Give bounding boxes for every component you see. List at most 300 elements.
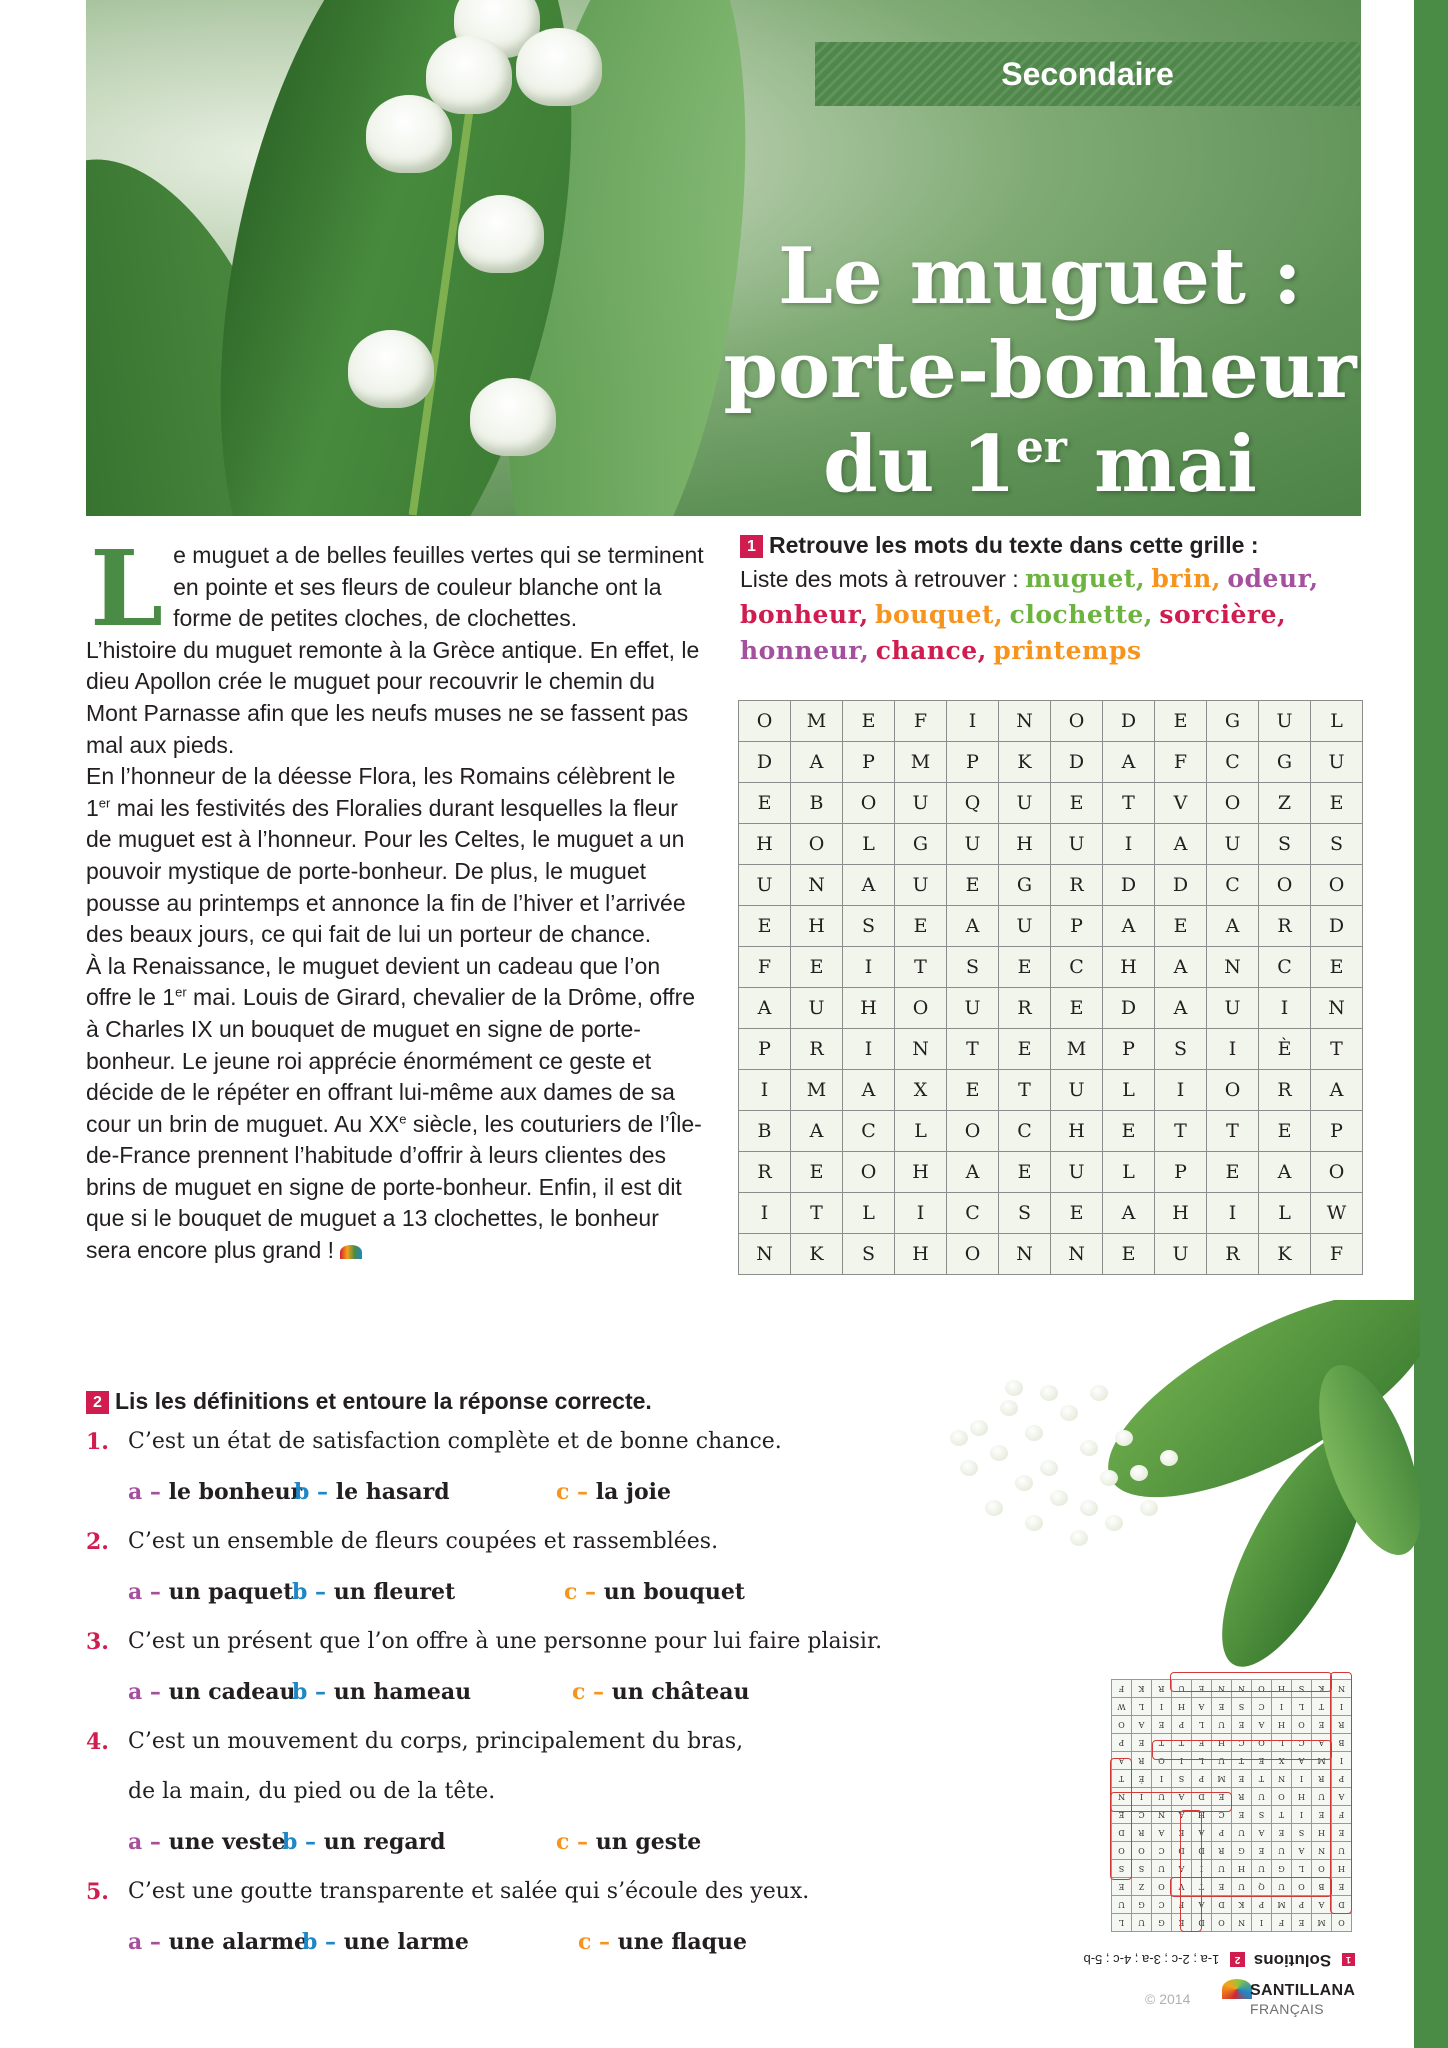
option-letter: c – xyxy=(556,1829,589,1855)
grid-cell[interactable]: E xyxy=(791,1152,843,1193)
grid-cell[interactable]: T xyxy=(1311,1029,1363,1070)
grid-cell[interactable]: U xyxy=(1051,824,1103,865)
grid-cell[interactable]: P xyxy=(843,742,895,783)
answer-option-a[interactable] xyxy=(128,1467,302,1517)
solution-grid-cell: R xyxy=(1152,1680,1172,1698)
grid-cell[interactable]: M xyxy=(791,701,843,742)
grid-cell[interactable]: I xyxy=(1155,1070,1207,1111)
solution-grid-cell: A xyxy=(1172,1788,1192,1806)
option-text: une larme xyxy=(343,1929,469,1955)
grid-cell[interactable]: U xyxy=(1259,701,1311,742)
grid-cell[interactable]: P xyxy=(1051,906,1103,947)
grid-cell[interactable]: S xyxy=(999,1193,1051,1234)
solution-grid-cell: L xyxy=(1192,1752,1212,1770)
grid-cell[interactable]: L xyxy=(895,1111,947,1152)
grid-cell[interactable]: O xyxy=(739,701,791,742)
grid-cell[interactable]: E xyxy=(739,783,791,824)
grid-cell[interactable]: V xyxy=(1155,783,1207,824)
grid-cell[interactable]: I xyxy=(1207,1029,1259,1070)
grid-cell[interactable]: T xyxy=(1103,783,1155,824)
solution-grid-cell: V xyxy=(1172,1878,1192,1896)
grid-cell[interactable]: H xyxy=(1155,1193,1207,1234)
solution-grid-cell: N xyxy=(1232,1680,1252,1698)
grid-cell[interactable]: L xyxy=(1103,1152,1155,1193)
solution-grid-cell: U xyxy=(1112,1896,1132,1914)
grid-cell[interactable]: U xyxy=(947,988,999,1029)
solution-grid-cell: A xyxy=(1312,1734,1332,1752)
grid-cell[interactable]: E xyxy=(895,906,947,947)
grid-cell[interactable]: M xyxy=(1051,1029,1103,1070)
solution-grid-cell: P xyxy=(1112,1734,1132,1752)
grid-cell[interactable]: O xyxy=(1207,1070,1259,1111)
bouquet-bell xyxy=(1015,1475,1033,1491)
solution-grid-cell: H xyxy=(1292,1788,1312,1806)
grid-cell[interactable]: N xyxy=(739,1234,791,1275)
grid-cell[interactable]: U xyxy=(1051,1152,1103,1193)
solution-grid-cell: O xyxy=(1132,1842,1152,1860)
solution-grid-cell: E xyxy=(1212,1878,1232,1896)
grid-cell[interactable]: C xyxy=(947,1193,999,1234)
grid-cell[interactable]: U xyxy=(1155,1234,1207,1275)
solution-grid-cell: U xyxy=(1212,1860,1232,1878)
solution-grid-cell: H xyxy=(1272,1716,1292,1734)
word-list-item: sorcière, xyxy=(1159,600,1287,629)
grid-cell[interactable]: F xyxy=(895,701,947,742)
grid-cell[interactable]: P xyxy=(1103,1029,1155,1070)
grid-cell[interactable]: I xyxy=(739,1193,791,1234)
solution-grid-cell: A xyxy=(1192,1896,1212,1914)
grid-cell[interactable]: A xyxy=(843,865,895,906)
title-line-3-pre: du 1 xyxy=(823,419,1016,510)
solution-grid-cell: G xyxy=(1272,1860,1292,1878)
solution-grid-cell: A xyxy=(1312,1896,1332,1914)
grid-cell[interactable]: E xyxy=(1051,783,1103,824)
answer-option-b[interactable] xyxy=(302,1917,469,1967)
answer-option-a[interactable] xyxy=(128,1917,308,1967)
grid-cell[interactable]: N xyxy=(999,701,1051,742)
grid-cell[interactable]: R xyxy=(1259,1070,1311,1111)
grid-cell[interactable]: E xyxy=(999,1152,1051,1193)
answer-option-b[interactable] xyxy=(282,1817,446,1867)
grid-cell[interactable]: L xyxy=(843,824,895,865)
grid-cell[interactable]: C xyxy=(1207,865,1259,906)
grid-cell[interactable]: U xyxy=(895,865,947,906)
solution-grid-cell: I xyxy=(1292,1770,1312,1788)
grid-cell[interactable]: D xyxy=(1311,906,1363,947)
grid-cell[interactable]: E xyxy=(1051,988,1103,1029)
solution-grid-cell: T xyxy=(1192,1878,1212,1896)
grid-cell[interactable]: R xyxy=(739,1152,791,1193)
grid-cell[interactable]: L xyxy=(1311,701,1363,742)
grid-cell[interactable]: I xyxy=(843,947,895,988)
grid-cell[interactable]: E xyxy=(1155,906,1207,947)
grid-cell[interactable]: E xyxy=(999,1029,1051,1070)
grid-cell[interactable]: R xyxy=(1207,1234,1259,1275)
grid-cell[interactable]: D xyxy=(739,742,791,783)
grid-cell[interactable]: S xyxy=(843,906,895,947)
grid-cell[interactable]: N xyxy=(1311,988,1363,1029)
copyright: © 2014 xyxy=(1145,1991,1191,2007)
solution-highlight xyxy=(1170,1672,1332,1692)
grid-cell[interactable]: I xyxy=(947,701,999,742)
solution-grid-cell: O xyxy=(1152,1878,1172,1896)
grid-cell[interactable]: A xyxy=(1103,906,1155,947)
grid-cell[interactable]: L xyxy=(1259,1193,1311,1234)
grid-cell[interactable]: G xyxy=(999,865,1051,906)
solution-grid-cell: O xyxy=(1292,1878,1312,1896)
solution-grid-row xyxy=(1112,1824,1352,1842)
answer-option-c[interactable] xyxy=(572,1667,749,1717)
solutions-label xyxy=(1065,1940,1355,1970)
grid-cell[interactable]: A xyxy=(791,742,843,783)
grid-cell[interactable]: P xyxy=(739,1029,791,1070)
grid-cell[interactable]: L xyxy=(1103,1070,1155,1111)
grid-cell[interactable]: E xyxy=(999,947,1051,988)
word-list-intro: Liste des mots à retrouver : xyxy=(740,566,1019,592)
word-list-item: brin, xyxy=(1151,564,1221,593)
question xyxy=(86,1517,966,1567)
solution-grid-cell: E xyxy=(1252,1752,1272,1770)
paragraph-1: e muguet a de belles feuilles vertes qui se terminent en pointe et ses fleurs de couleur blanche ont la forme de petites cloches, de clochettes. xyxy=(173,542,704,632)
grid-cell[interactable]: K xyxy=(1259,1234,1311,1275)
grid-cell[interactable]: S xyxy=(947,947,999,988)
grid-cell[interactable]: E xyxy=(739,906,791,947)
logo-sub: FRANÇAIS xyxy=(1250,2001,1324,2017)
answer-option-b[interactable] xyxy=(292,1667,471,1717)
answer-option-b[interactable] xyxy=(292,1567,455,1617)
p4-text-a: À la Renaissance, le muguet devient un cadeau que l’on offre le 1 xyxy=(86,952,661,1011)
solution-grid-cell: E xyxy=(1252,1842,1272,1860)
solution-grid-cell: C xyxy=(1132,1806,1152,1824)
grid-cell[interactable]: T xyxy=(999,1070,1051,1111)
santillana-logo xyxy=(1222,1977,1362,2021)
grid-cell[interactable]: E xyxy=(1051,1193,1103,1234)
solution-grid-cell: F xyxy=(1272,1914,1292,1932)
grid-cell[interactable]: U xyxy=(999,783,1051,824)
option-text: un paquet xyxy=(168,1579,294,1605)
grid-cell[interactable]: W xyxy=(1311,1193,1363,1234)
solution-grid-cell: P xyxy=(1332,1770,1352,1788)
grid-cell[interactable]: A xyxy=(1155,824,1207,865)
grid-cell[interactable]: U xyxy=(1207,824,1259,865)
lily-bouquet-illustration xyxy=(930,1300,1420,1670)
grid-cell[interactable]: A xyxy=(1207,906,1259,947)
solution-grid-cell: R xyxy=(1312,1770,1332,1788)
solution-grid-cell: D xyxy=(1192,1788,1212,1806)
grid-cell[interactable]: O xyxy=(1311,1152,1363,1193)
grid-cell[interactable]: Z xyxy=(1259,783,1311,824)
grid-row xyxy=(739,906,1363,947)
grid-cell[interactable]: H xyxy=(895,1234,947,1275)
solution-grid-cell: U xyxy=(1212,1752,1232,1770)
grid-cell[interactable]: E xyxy=(1103,1111,1155,1152)
answer-option-b[interactable] xyxy=(294,1467,450,1517)
grid-cell[interactable]: I xyxy=(895,1193,947,1234)
grid-cell[interactable]: A xyxy=(791,1111,843,1152)
grid-cell[interactable]: P xyxy=(947,742,999,783)
grid-cell[interactable]: D xyxy=(1103,865,1155,906)
solution-grid-cell: L xyxy=(1292,1860,1312,1878)
solution-grid-cell: M xyxy=(1212,1770,1232,1788)
grid-cell[interactable]: U xyxy=(1207,988,1259,1029)
solution-grid-cell: O xyxy=(1252,1680,1272,1698)
grid-cell[interactable]: A xyxy=(1155,947,1207,988)
solution-grid-cell: U xyxy=(1212,1716,1232,1734)
solution-grid-cell: T xyxy=(1272,1806,1292,1824)
solution-grid-cell: O xyxy=(1112,1842,1132,1860)
word-list-item: printemps xyxy=(993,636,1142,665)
grid-cell[interactable]: C xyxy=(1259,947,1311,988)
grid-cell[interactable]: D xyxy=(1103,988,1155,1029)
bouquet-bell xyxy=(1050,1490,1068,1506)
solution-grid-cell: E xyxy=(1172,1914,1192,1932)
solution-grid-cell: N xyxy=(1312,1842,1332,1860)
grid-cell[interactable]: U xyxy=(947,824,999,865)
grid-cell[interactable]: G xyxy=(1259,742,1311,783)
grid-cell[interactable]: K xyxy=(999,742,1051,783)
grid-cell[interactable]: G xyxy=(1207,701,1259,742)
grid-cell[interactable]: A xyxy=(739,988,791,1029)
grid-cell[interactable]: A xyxy=(947,906,999,947)
answer-option-c[interactable] xyxy=(556,1467,671,1517)
grid-cell[interactable]: H xyxy=(739,824,791,865)
grid-cell[interactable]: T xyxy=(1207,1111,1259,1152)
grid-cell[interactable]: I xyxy=(1103,824,1155,865)
answer-option-c[interactable] xyxy=(556,1817,701,1867)
option-letter: c – xyxy=(578,1929,611,1955)
option-text: un bouquet xyxy=(603,1579,745,1605)
word-list xyxy=(740,561,1360,669)
grid-cell[interactable]: U xyxy=(739,865,791,906)
grid-cell[interactable]: O xyxy=(791,824,843,865)
grid-cell[interactable]: O xyxy=(1207,783,1259,824)
grid-cell[interactable]: A xyxy=(1259,1152,1311,1193)
grid-cell[interactable]: I xyxy=(843,1029,895,1070)
grid-cell[interactable]: E xyxy=(843,701,895,742)
grid-cell[interactable]: U xyxy=(895,783,947,824)
solution-grid-cell: A xyxy=(1292,1752,1312,1770)
answer-option-c[interactable] xyxy=(578,1917,747,1967)
grid-cell[interactable]: M xyxy=(791,1070,843,1111)
solution-grid-cell: S xyxy=(1292,1824,1312,1842)
grid-cell[interactable]: D xyxy=(1155,865,1207,906)
grid-cell[interactable]: D xyxy=(1051,742,1103,783)
grid-cell[interactable]: C xyxy=(999,1111,1051,1152)
grid-cell[interactable]: R xyxy=(999,988,1051,1029)
grid-cell[interactable]: K xyxy=(791,1234,843,1275)
grid-cell[interactable]: D xyxy=(1103,701,1155,742)
solution-grid-cell: N xyxy=(1112,1788,1132,1806)
grid-cell[interactable]: H xyxy=(895,1152,947,1193)
exercise-2-title: Lis les définitions et entoure la réponse correcte. xyxy=(115,1388,652,1414)
option-letter: c – xyxy=(556,1479,589,1505)
grid-cell[interactable]: O xyxy=(1259,865,1311,906)
bouquet-bell xyxy=(1060,1405,1078,1421)
grid-cell[interactable]: N xyxy=(999,1234,1051,1275)
grid-cell[interactable]: N xyxy=(895,1029,947,1070)
solution-grid-cell: I xyxy=(1192,1860,1212,1878)
grid-cell[interactable]: E xyxy=(1103,1234,1155,1275)
solution-grid-cell: G xyxy=(1132,1896,1152,1914)
option-text: un cadeau xyxy=(168,1679,296,1705)
grid-cell[interactable]: O xyxy=(947,1111,999,1152)
grid-cell[interactable]: U xyxy=(1311,742,1363,783)
grid-cell[interactable]: H xyxy=(791,906,843,947)
answer-option-a[interactable] xyxy=(128,1567,293,1617)
grid-cell[interactable]: N xyxy=(791,865,843,906)
grid-cell[interactable]: G xyxy=(895,824,947,865)
p4-text-b: mai. Louis de Girard, chevalier de la Drôme, offre à Charles IX un bouquet de muguet en signe de porte-bonheur. Le jeune roi apprécie énormément ce geste et décide de le répéter en offrant lui-même aux dames de sa cour un brin de muguet. Au XX xyxy=(86,984,696,1137)
solution-grid-cell: C xyxy=(1152,1896,1172,1914)
solution-grid-cell: U xyxy=(1232,1878,1252,1896)
grid-cell[interactable]: H xyxy=(999,824,1051,865)
solution-grid-cell: R xyxy=(1232,1788,1252,1806)
grid-cell[interactable]: P xyxy=(1311,1111,1363,1152)
solution-grid-cell: H xyxy=(1272,1680,1292,1698)
word-list-item: honneur, xyxy=(740,636,870,665)
grid-cell[interactable]: C xyxy=(1207,742,1259,783)
grid-cell[interactable]: I xyxy=(739,1070,791,1111)
grid-cell[interactable]: È xyxy=(1259,1029,1311,1070)
grid-cell[interactable]: S xyxy=(1155,1029,1207,1070)
solution-grid-cell: R xyxy=(1212,1842,1232,1860)
grid-cell[interactable]: E xyxy=(1207,1152,1259,1193)
grid-cell[interactable]: F xyxy=(1311,1234,1363,1275)
grid-cell[interactable]: T xyxy=(791,1193,843,1234)
bouquet-bell xyxy=(1160,1450,1178,1466)
grid-cell[interactable]: H xyxy=(1051,1111,1103,1152)
grid-cell[interactable]: A xyxy=(1103,742,1155,783)
grid-cell[interactable]: T xyxy=(895,947,947,988)
grid-cell[interactable]: H xyxy=(843,988,895,1029)
grid-cell[interactable]: S xyxy=(1259,824,1311,865)
grid-cell[interactable]: N xyxy=(1207,947,1259,988)
grid-cell[interactable]: E xyxy=(1311,947,1363,988)
grid-cell[interactable]: T xyxy=(947,1029,999,1070)
exercise-1 xyxy=(740,532,1360,669)
grid-cell[interactable]: O xyxy=(1051,701,1103,742)
option-text: le hasard xyxy=(335,1479,450,1505)
grid-cell[interactable]: F xyxy=(739,947,791,988)
solution-grid-cell: U xyxy=(1272,1878,1292,1896)
grid-cell[interactable]: O xyxy=(843,783,895,824)
grid-cell[interactable]: F xyxy=(1155,742,1207,783)
answer-option-c[interactable] xyxy=(564,1567,745,1617)
grid-cell[interactable]: E xyxy=(1311,783,1363,824)
grid-cell[interactable]: N xyxy=(1051,1234,1103,1275)
grid-cell[interactable]: B xyxy=(791,783,843,824)
title-line-3-post: mai xyxy=(1067,419,1257,510)
bouquet-bell xyxy=(1070,1530,1088,1546)
solution-grid-cell: L xyxy=(1132,1698,1152,1716)
grid-cell[interactable]: R xyxy=(1051,865,1103,906)
solution-grid-cell: M xyxy=(1272,1896,1292,1914)
bouquet-bell xyxy=(1025,1425,1043,1441)
solution-grid-cell: U xyxy=(1312,1788,1332,1806)
grid-cell[interactable]: M xyxy=(895,742,947,783)
grid-cell[interactable]: S xyxy=(1311,824,1363,865)
grid-cell[interactable]: S xyxy=(843,1234,895,1275)
answer-option-a[interactable] xyxy=(128,1817,286,1867)
grid-cell[interactable]: O xyxy=(843,1152,895,1193)
level-label: Secondaire xyxy=(1001,56,1174,92)
option-text: un fleuret xyxy=(333,1579,456,1605)
word-list-item: clochette, xyxy=(1009,600,1153,629)
solution-grid-cell: G xyxy=(1152,1914,1172,1932)
bouquet-bell xyxy=(1025,1515,1043,1531)
solution-grid-cell: H xyxy=(1332,1860,1352,1878)
solution-grid-cell: Z xyxy=(1132,1878,1152,1896)
grid-cell[interactable]: U xyxy=(791,988,843,1029)
grid-cell[interactable]: U xyxy=(999,906,1051,947)
question xyxy=(86,1617,966,1667)
grid-cell[interactable]: L xyxy=(843,1193,895,1234)
grid-cell[interactable]: B xyxy=(739,1111,791,1152)
solution-grid-cell: F xyxy=(1332,1806,1352,1824)
grid-cell[interactable]: O xyxy=(895,988,947,1029)
option-text: un regard xyxy=(323,1829,446,1855)
grid-cell[interactable]: P xyxy=(1155,1152,1207,1193)
grid-cell[interactable]: I xyxy=(1207,1193,1259,1234)
grid-cell[interactable]: A xyxy=(843,1070,895,1111)
grid-cell[interactable]: O xyxy=(1311,865,1363,906)
bouquet-bell xyxy=(1140,1500,1158,1516)
solution-grid-cell: L xyxy=(1292,1698,1312,1716)
grid-cell[interactable]: A xyxy=(1103,1193,1155,1234)
question-text: C’est un mouvement du corps, principalement du bras, xyxy=(128,1729,744,1754)
solution-grid-cell: S xyxy=(1292,1680,1312,1698)
solution-grid-row xyxy=(1112,1770,1352,1788)
solution-grid-cell: U xyxy=(1252,1788,1272,1806)
grid-cell[interactable]: I xyxy=(1259,988,1311,1029)
grid-cell[interactable]: U xyxy=(1051,1070,1103,1111)
grid-cell[interactable]: A xyxy=(1311,1070,1363,1111)
grid-cell[interactable]: T xyxy=(1155,1111,1207,1152)
grid-cell[interactable]: R xyxy=(791,1029,843,1070)
solution-grid-cell: O xyxy=(1112,1716,1132,1734)
grid-cell[interactable]: E xyxy=(1155,701,1207,742)
grid-cell[interactable]: A xyxy=(1155,988,1207,1029)
solution-grid-cell: S xyxy=(1112,1860,1132,1878)
question-text-2: de la main, du pied ou de la tête. xyxy=(128,1779,496,1804)
grid-cell[interactable]: E xyxy=(947,1070,999,1111)
solution-grid-cell: A xyxy=(1172,1806,1192,1824)
grid-cell[interactable]: H xyxy=(1103,947,1155,988)
grid-cell[interactable]: C xyxy=(843,1111,895,1152)
option-letter: a – xyxy=(128,1579,161,1605)
grid-cell[interactable]: O xyxy=(947,1234,999,1275)
question xyxy=(86,1867,966,1917)
grid-cell[interactable]: C xyxy=(1051,947,1103,988)
answer-options xyxy=(86,1917,966,1967)
solution-grid-cell: È xyxy=(1132,1770,1152,1788)
solution-grid-cell: E xyxy=(1332,1878,1352,1896)
grid-cell[interactable]: A xyxy=(947,1152,999,1193)
grid-cell[interactable]: E xyxy=(947,865,999,906)
grid-cell[interactable]: Q xyxy=(947,783,999,824)
solutions-grid xyxy=(1065,1668,1352,1932)
grid-cell[interactable]: X xyxy=(895,1070,947,1111)
word-list-item: odeur, xyxy=(1227,564,1319,593)
grid-cell[interactable]: R xyxy=(1259,906,1311,947)
grid-cell[interactable]: E xyxy=(791,947,843,988)
bouquet-bell xyxy=(1090,1385,1108,1401)
grid-row xyxy=(739,865,1363,906)
solution-grid-cell: X xyxy=(1272,1752,1292,1770)
option-text: une veste xyxy=(168,1829,286,1855)
answer-option-a[interactable] xyxy=(128,1667,296,1717)
grid-cell[interactable]: E xyxy=(1259,1111,1311,1152)
